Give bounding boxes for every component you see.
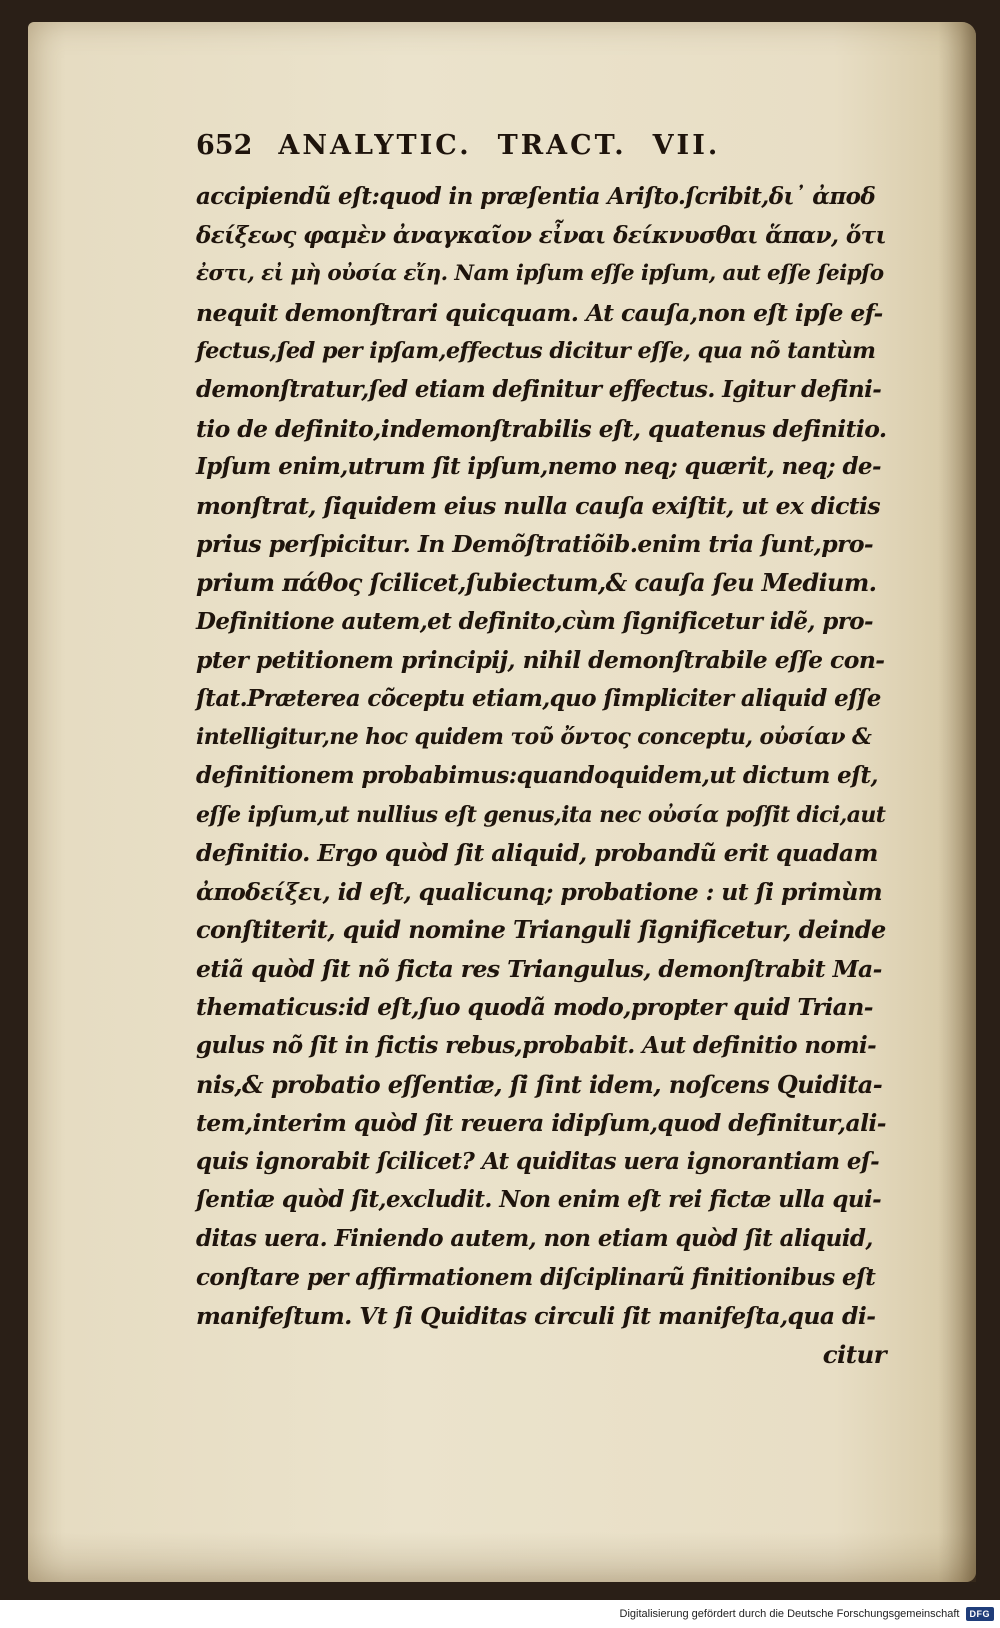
text-line: conſtare per affirmationem diſciplinarũ finitionibus eſt <box>196 1263 876 1291</box>
catchword: citur <box>822 1339 886 1369</box>
page-number: 652 <box>196 130 253 161</box>
body-text <box>196 178 886 1374</box>
text-line: intelligitur,ne hoc quidem τοῦ ὄντος conceptu, οὐσίαν & <box>196 724 872 751</box>
text-line: demonſtratur,ſed etiam definitur effectus. Igitur defini- <box>196 375 882 403</box>
text-line: Definitione autem,et definito,cùm ſignificetur idẽ, pro- <box>196 607 873 635</box>
text-line: δείξεως φαμὲν ἀναγκαῖον εἶναι δείκνυσθαι ἅπαν, ὅτι <box>196 221 886 249</box>
text-line: quis ignorabit ſcilicet? At quiditas uera ignorantiam eſ- <box>196 1147 880 1175</box>
running-head <box>196 130 886 178</box>
text-line: ἐστι, εἰ μὴ οὐσία εἴη. Nam ipſum eſſe ipſum, aut eſſe ſeipſo <box>196 261 884 287</box>
running-head-numeral: VII. <box>652 130 721 161</box>
text-line: ditas uera. Finiendo autem, non etiam quòd ſit aliquid, <box>196 1225 873 1253</box>
page-bottom-fade <box>28 1532 976 1582</box>
text-line: conſtiterit, quid nomine Trianguli ſignificetur, deinde <box>196 915 886 945</box>
text-line: monſtrat, ſiquidem eius nulla cauſa exiſtit, ut ex dictis <box>196 491 881 520</box>
running-head-tract: TRACT. <box>497 130 627 161</box>
digitization-footer <box>0 1600 1000 1628</box>
text-line: Ipſum enim,utrum ſit ipſum,nemo neq; quærit, neq; de- <box>196 453 881 481</box>
text-line: nequit demonſtrari quicquam. At cauſa,non eſt ipſe ef- <box>196 298 883 327</box>
text-line: tem,interim quòd ſit reuera idipſum,quod definitur,ali- <box>196 1109 886 1138</box>
dfg-logo: DFG <box>966 1607 995 1621</box>
text-line: prius perſpicitur. In Demõſtratiõib.enim tria ſunt,pro- <box>196 530 874 559</box>
text-line: ἀποδείξει, id eſt, qualicunq; probatione : ut ſi primùm <box>196 877 882 906</box>
running-head-title: ANALYTIC. <box>278 130 472 161</box>
text-line: definitio. Ergo quòd ſit aliquid, probandũ erit quadam <box>196 839 878 868</box>
text-line: accipiendũ eſt:quod in præſentia Ariſto.ſcribit,δι᾽ ἀποδ <box>196 183 876 210</box>
text-line: pter petitionem principij, nihil demonſtrabile eſſe con- <box>196 646 885 675</box>
text-line: ſtat.Præterea cõceptu etiam,quo ſimpliciter aliquid eſſe <box>196 684 881 712</box>
text-line: tio de definito,indemonſtrabilis eſt, quatenus definitio. <box>196 414 887 443</box>
text-line: etiã quòd ſit nõ ficta res Triangulus, demonſtrabit Ma- <box>196 954 882 983</box>
text-line: gulus nõ ſit in fictis rebus,probabit. Aut definitio nomi- <box>196 1032 877 1060</box>
text-line: ſentiæ quòd ſit,excludit. Non enim eſt rei fictæ ulla qui- <box>196 1186 882 1214</box>
text-line: prium πάθος ſcilicet,ſubiectum,& cauſa ſeu Medium. <box>196 567 877 597</box>
page-text-block <box>196 130 886 1374</box>
text-line: thematicus:id eſt,ſuo quodã modo,propter quid Trian- <box>196 993 873 1022</box>
text-line: eſſe ipſum,ut nullius eſt genus,ita nec οὐσία poſſit dici,aut <box>196 801 886 828</box>
text-line: nis,& probatio eſſentiæ, ſi ſint idem, noſcens Quidita- <box>196 1069 883 1099</box>
footer-credit: Digitalisierung gefördert durch die Deutsche Forschungsgemeinschaft <box>619 1608 960 1620</box>
page-edge-shadow <box>938 22 976 1582</box>
text-line: definitionem probabimus:quandoquidem,ut dictum eſt, <box>196 761 878 789</box>
text-line: manifeſtum. Vt ſi Quiditas circuli ſit manifeſta,qua di- <box>196 1302 876 1331</box>
text-line: fectus,ſed per ipſam,effectus dicitur eſſe, qua nõ tantùm <box>196 338 876 365</box>
